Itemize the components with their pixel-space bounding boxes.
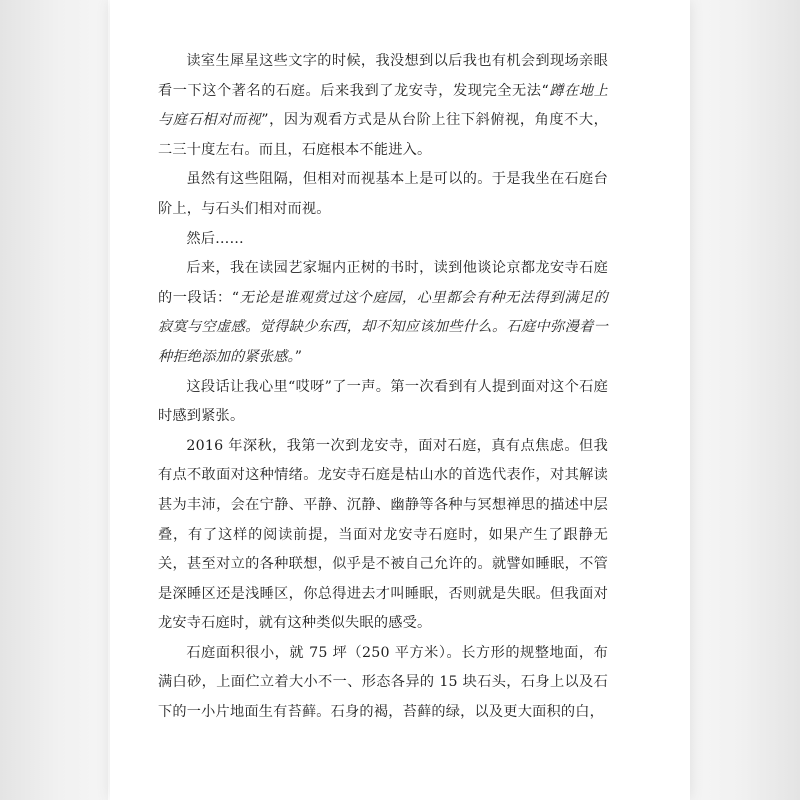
quoted-text: 无论是谁观赏过这个庭园，心里都会有种无法得到满足的寂寞与空虚感。觉得缺少东西，却不知应该加些什么。石庭中弥漫着一种拒绝添加的紧张感。 [158,289,608,365]
paragraph-text: 虽然有这些阻隔，但相对而视基本上是可以的。于是我坐在石庭台阶上，与石头们相对而视。 [158,171,608,217]
paragraph-text: 读室生犀星这些文字的时候，我没想到以后我也有机会到现场亲眼看一下这个著名的石庭。后来我到了龙安寺，发现完全无法“ [158,53,608,99]
body-text [158,47,608,728]
paragraph-text: 然后…… [186,230,244,247]
paragraph-text: 石庭面积很小，就 75 坪（250 平方米）。长方形的规整地面，布满白砂，上面伫立着大小不一、形态各异的 15 块石头，石身上以及石下的一小片地面生有苔藓。石身的褐，苔藓的绿，以及更大面积的白， [158,644,608,721]
paragraph-text: 这段话让我心里“哎呀”了一声。第一次看到有人提到面对这个石庭时感到紧张。 [158,378,608,425]
book-page [110,0,690,800]
paragraph-text: 后来，我在读园艺家堀内正树的书时，读到他谈论京都龙安寺石庭的一段话：“ [158,260,608,306]
quoted-text: 蹲在地上与庭石相对而视 [158,82,608,129]
paragraph [158,225,608,255]
paragraph [158,254,608,372]
paragraph [158,47,608,165]
paragraph [158,432,608,639]
paragraph-text: 2016 年深秋，我第一次到龙安寺，面对石庭，真有点焦虑。但我有点不敢面对这种情绪。龙安寺石庭是枯山水的首选代表作，对其解读甚为丰沛，会在宁静、平静、沉静、幽静等各种与冥想禅思的描述中层叠，有了这样的阅读前提，当面对龙安寺石庭时，如果产生了跟静无关，甚至对立的各种联想，似乎是不被自己允许的。就譬如睡眠，不管是深睡区还是浅睡区，你总得进去才叫睡眠，否则就是失眠。但我面对龙安寺石庭时，就有这种类似失眠的感受。 [158,437,608,632]
paragraph [158,165,608,224]
paragraph [158,373,608,432]
paragraph [158,639,608,728]
paragraph-text: ”，因为观看方式是从台阶上往下斜俯视，角度不大，二三十度左右。而且，石庭根本不能进入。 [158,112,608,158]
paragraph-text: ” [294,348,303,365]
